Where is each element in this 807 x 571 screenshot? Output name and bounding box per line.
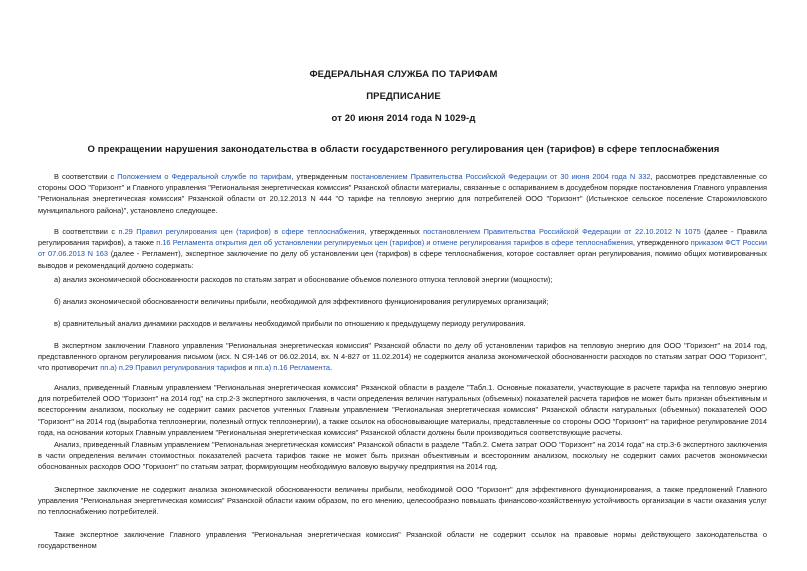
link-government-resolution-1075[interactable]: постановлением Правительства Российской Федерации от 22.10.2012 N 1075 <box>423 227 701 236</box>
paragraph-text: , рассмотрев представленные со стороны ООО "Горизонт" и Главного управления "Региональная энергетическая комиссия" Рязанской области материалы, связанные с оспариванием в досудебном порядке постановления Главного управления "Региональная энергетическая комиссия" Рязанской области от 20.12.2013 N 444 "О тарифе на тепловую энергию для потребителей ООО "Горизонт" (Истьинское сельское поселение Старожиловского муниципального района)", установлено следующее. <box>38 172 767 215</box>
link-fst-order-163[interactable]: приказом ФСТ России от 07.06.2013 N 163 <box>38 238 767 259</box>
paragraph-3 <box>38 340 767 374</box>
list-item-a: а) анализ экономической обоснованности расходов по статьям затрат и обоснование объемов полезного отпуска тепловой энергии (мощности); <box>54 275 553 284</box>
paragraph-2 <box>38 226 767 271</box>
list-item-b: б) анализ экономической обоснованности величины прибыли, необходимой для эффективного функционирования регулируемых организаций; <box>54 297 549 306</box>
link-regulation-fst[interactable]: Положением о Федеральной службе по тарифам <box>117 172 292 181</box>
document-subject-heading: О прекращении нарушения законодательства в области государственного регулирования цен (тарифов) в сфере теплоснабжения <box>87 144 720 155</box>
list-item-v: в) сравнительный анализ динамики расходов и величины необходимой прибыли по отношению к предыдущему периоду регулирования. <box>54 319 526 328</box>
paragraph-text: и <box>246 363 255 373</box>
paragraph-text: , утвержденных <box>364 227 424 236</box>
paragraph-text: , утвержденного <box>632 238 691 248</box>
paragraph-text: В соответствии с <box>54 172 118 181</box>
paragraph-text: (далее - Правила регулирования тарифов), а также <box>38 227 767 248</box>
document-date-heading: от 20 июня 2014 года N 1029-д <box>331 113 476 124</box>
paragraph-6: Экспертное заключение не содержит анализа экономической обоснованности величины прибыли, необходимой ООО "Горизонт" для эффективного функционирования, а также предложений Главного управления "Региональная энергетическая комиссия" Рязанской области каким образом, по его мнению, целесообразно повышать финансово-хозяйственную устойчивость организации в части оказания услуг по теплоснабжению потребителей. <box>38 485 767 517</box>
paragraph-1 <box>38 171 767 216</box>
link-rules-p29a[interactable]: пп.а) п.29 Правил регулирования тарифов <box>100 363 247 373</box>
paragraph-text: (далее - Регламент), экспертное заключение по делу об установлении цен (тарифов) в сфере теплоснабжения, которое составляет орган регулирования, помимо общих мотивированных выводов и рекомендаций должно содержать: <box>38 249 768 270</box>
paragraph-7: Также экспертное заключение Главного управления "Региональная энергетическая комиссия" Рязанской области не содержит ссылок на правовые нормы действующего законодательства о государственном <box>38 530 767 551</box>
paragraph-text: В экспертном заключении Главного управления "Региональная энергетическая комиссия" Рязанской области по делу об установлении тарифов на тепловую энергию для ООО "Горизонт" на 2014 год, представленного органом регулирования письмом (исх. N СЯ-146 от 06.02.2014, вх. N 4-827 от 11.02.2014) не содержится анализа экономической обоснованности расходов по статьям затрат ООО "Горизонт", что противоречит <box>38 341 767 373</box>
paragraph-text: , утвержденным <box>291 172 351 181</box>
agency-heading: ФЕДЕРАЛЬНАЯ СЛУЖБА ПО ТАРИФАМ <box>309 69 498 80</box>
link-reglament-p16a[interactable]: пп.а) п.16 Регламента <box>254 363 330 373</box>
paragraph-4: Анализ, приведенный Главным управлением "Региональная энергетическая комиссия" Рязанской области в разделе "Табл.1. Основные показатели, участвующие в расчете тарифа на тепловую энергию для потребителей ООО "Горизонт" на 2014 год" на стр.2-3 экспертного заключения, в части определения величин натуральных (объемных) показателей расчета тарифов не может быть признан объективным и всесторонним анализом, поскольку не содержит самих расчетов учтенных Главным управлением "Региональная энергетическая комиссия" Рязанской области натуральных (объемных) показателей ООО "Горизонт" на 2014 год (выработка теплоэнергии, полезный отпуск теплоэнергии), а также ссылок на обосновывающие материалы, представленные со стороны ООО "Горизонт" на тарифное регулирование 2014 года, на основании которых Главным управлением "Региональная энергетическая комиссия" Рязанской области должны были производиться соответствующие расчеты. <box>38 383 767 437</box>
link-rules-p29[interactable]: п.29 Правил регулирования цен (тарифов) в сфере теплоснабжения <box>118 227 365 236</box>
document-type-heading: ПРЕДПИСАНИЕ <box>366 91 441 102</box>
paragraph-text: В соответствии с <box>54 227 119 236</box>
link-reglament-p16[interactable]: п.16 Регламента открытия дел об установлении регулируемых цен (тарифов) и отмене регулирования тарифов в сфере теплоснабжения <box>156 238 633 248</box>
link-government-resolution-332[interactable]: постановлением Правительства Российской Федерации от 30 июня 2004 года N 332 <box>350 172 651 181</box>
paragraph-text: . <box>329 363 332 373</box>
paragraph-5: Анализ, приведенный Главным управлением "Региональная энергетическая комиссия" Рязанской области в разделе "Табл.2. Смета затрат ООО "Горизонт" на 2014 года" на стр.3-6 экспертного заключения в части определения величин стоимостных показателей расчета тарифов также не может быть признан объективным и всесторонним анализом, поскольку не содержит самих расчетов экономически обоснованных расходов ООО "Горизонт" по статьям затрат, формирующим необходимую валовую выручку предприятия на 2014 год. <box>38 440 767 472</box>
